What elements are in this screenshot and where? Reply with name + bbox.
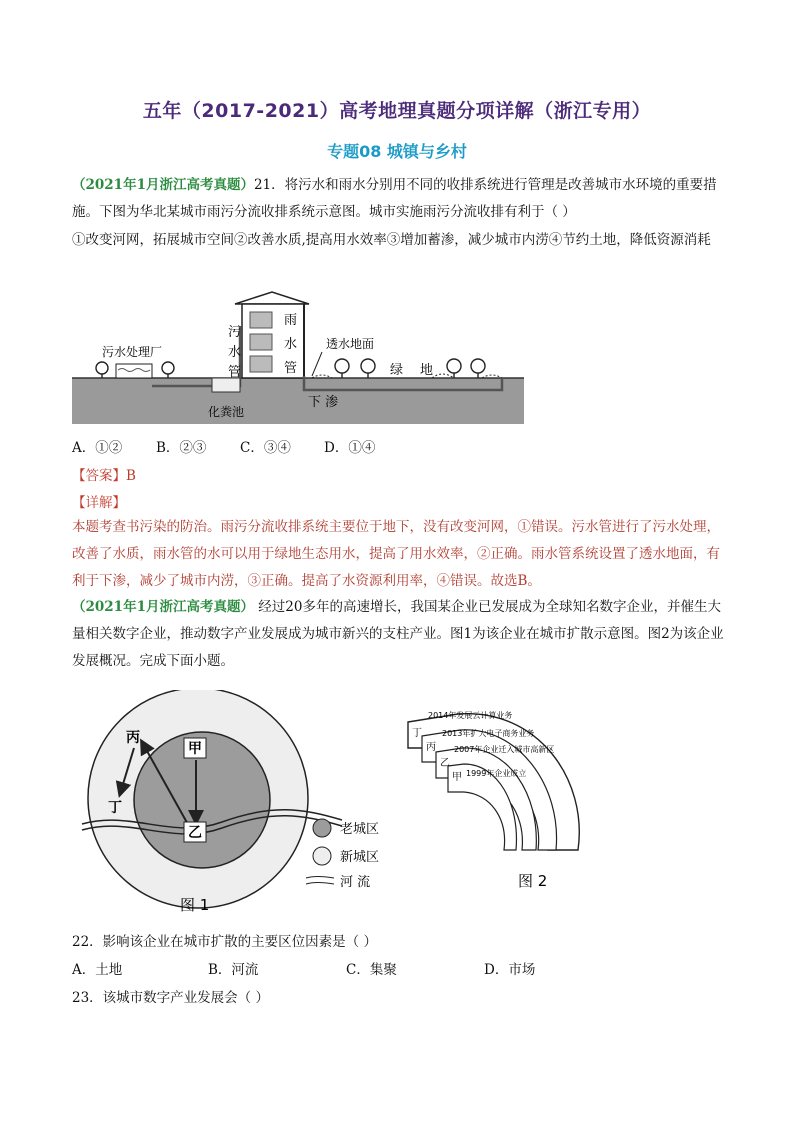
fig2-text-ding: 2014年发展云计算业务 xyxy=(428,711,513,720)
q22-intro-text: 经过20多年的高速增长，我国某企业已发展成为全球知名数字企业，并催生大量相关数字企业，推动数字产业发展成为城市新兴的支柱产业。图1为该企业在城市扩散示意图。图2为该企业发展概况。完成下面小题。 xyxy=(72,599,724,669)
label-sewage-2: 水 xyxy=(228,345,242,360)
point-yi: 乙 xyxy=(188,825,202,841)
label-sewage-3: 管 xyxy=(228,365,242,380)
fig2-mark-jia: 甲 xyxy=(452,772,462,783)
q21-source: （2021年1月浙江高考真题） xyxy=(72,177,254,193)
ground xyxy=(72,378,524,424)
building-roof xyxy=(235,292,309,304)
point-bing: 丙 xyxy=(126,730,140,746)
city-expansion-map xyxy=(72,690,402,920)
fig2-text-jia: 1999年企业成立 xyxy=(466,769,527,778)
q21-explanation: 本题考查书污染的防治。雨污分流收排系统主要位于地下，没有改变河网，①错误。污水管进行了污水处理，改善了水质，雨水管的水可以用于绿地生态用水，提高了用水效率，②正确。雨水管系统设置了透水地面，有利于下渗，减少了城市内涝，③正确。提高了水资源利用率，④错误。故选B。 xyxy=(72,519,720,589)
page-title: 五年（2017-2021）高考地理真题分项详解（浙江专用） xyxy=(142,100,652,122)
q22-option-a: A．土地 xyxy=(72,962,123,978)
q21-stem xyxy=(72,172,732,226)
q22-option-c: C．集聚 xyxy=(346,962,397,978)
label-rain-1: 雨 xyxy=(284,313,298,328)
legend-old: 老城区 xyxy=(340,822,380,837)
enterprise-development-chart xyxy=(398,700,598,890)
rain-sewage-diagram xyxy=(72,290,524,440)
fig2-mark-ding: 丁 xyxy=(412,728,422,739)
q23-stem: 23．该城市数字产业发展会（ ） xyxy=(72,990,269,1006)
point-jia: 甲 xyxy=(188,741,202,757)
q21-option-b: B．②③ xyxy=(156,440,207,456)
label-infiltration: 下 渗 xyxy=(308,395,339,410)
caption-fig1: 图 1 xyxy=(180,896,210,914)
fig2-mark-yi: 乙 xyxy=(440,758,450,769)
q22-option-d: D．市场 xyxy=(484,962,536,978)
fig2-mark-bing: 丙 xyxy=(426,742,436,753)
label-green-2: 地 xyxy=(420,363,434,378)
legend-river: 河 流 xyxy=(340,875,371,890)
q21-text: 21．将污水和雨水分别用不同的收排系统进行管理是改善城市水环境的重要措施。下图为华北某城市雨污分流收排系统示意图。城市实施雨污分流收排有利于（ ） xyxy=(72,177,717,220)
legend-old-swatch xyxy=(313,819,331,837)
section-subtitle: 专题08 城镇与乡村 xyxy=(327,142,467,161)
fig2-text-yi: 2007年企业迁入城市高新区 xyxy=(454,745,555,754)
q22-option-b: B．河流 xyxy=(208,962,259,978)
legend-new: 新城区 xyxy=(340,850,380,865)
q22-stem: 22．影响该企业在城市扩散的主要区位因素是（ ） xyxy=(72,934,377,950)
label-rain-2: 水 xyxy=(284,337,298,352)
q22-intro xyxy=(72,594,732,675)
label-septic: 化粪池 xyxy=(208,405,245,419)
fig2-text-bing: 2013年扩大电子商务业务 xyxy=(442,729,535,738)
label-sewage-1: 污 xyxy=(228,325,242,340)
q21-detail-label: 【详解】 xyxy=(72,495,126,511)
legend-new-swatch xyxy=(313,847,331,865)
q21-answer: 【答案】B xyxy=(72,468,136,484)
label-permeable: 透水地面 xyxy=(326,337,375,351)
sewage-pipe xyxy=(152,326,240,386)
q21-statements: ①改变河网，拓展城市空间②改善水质,提高用水效率③增加蓄渗，减少城市内涝④节约土地，降低资源消耗 xyxy=(72,232,711,248)
q22-source: （2021年1月浙江高考真题） xyxy=(72,599,254,615)
label-green-1: 绿 xyxy=(390,363,404,378)
legend-river-swatch xyxy=(306,877,334,885)
label-treatment-plant: 污水处理厂 xyxy=(102,345,163,359)
q21-option-a: A．①② xyxy=(72,440,123,456)
label-rain-3: 管 xyxy=(284,361,298,376)
q21-option-c: C．③④ xyxy=(240,440,291,456)
caption-fig2: 图 2 xyxy=(518,872,548,890)
point-ding: 丁 xyxy=(108,800,122,816)
q21-option-d: D．①④ xyxy=(324,440,376,456)
